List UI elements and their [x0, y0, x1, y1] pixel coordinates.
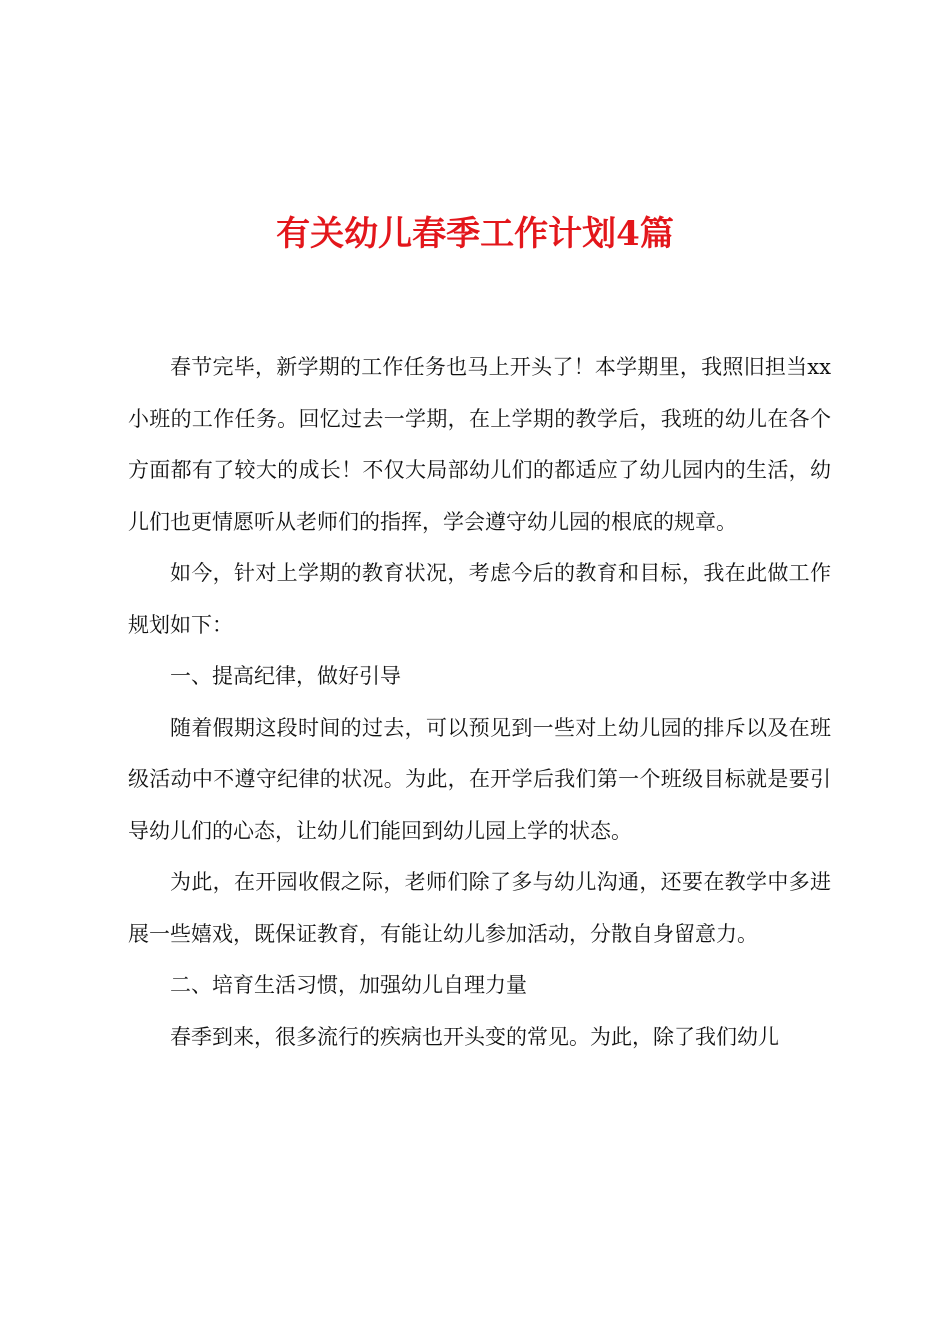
section-heading-habits: 二、培育生活习惯，加强幼儿自理力量: [170, 973, 527, 997]
paragraph-intro: 春节完毕，新学期的工作任务也马上开头了！本学期里，我照旧担当xx小班的工作任务。回忆过去一学期，在上学期的教学后，我班的幼儿在各个方面都有了较大的成长！不仅大局部幼儿们的都适应了幼儿园内的生活，幼儿们也更情愿听从老师们的指挥，学会遵守幼儿园的根底的规章。: [128, 355, 831, 534]
document-body: [128, 342, 831, 1063]
document-title: 有关幼儿春季工作计划4篇: [276, 214, 674, 254]
paragraph-spring-health: 春季到来，很多流行的疾病也开头变的常见。为此，除了我们幼儿: [170, 1024, 779, 1049]
paragraph-plan-lead: 如今，针对上学期的教育状况，考虑今后的教育和目标，我在此做工作规划如下：: [128, 561, 831, 637]
section-heading-discipline: 一、提高纪律，做好引导: [170, 664, 401, 688]
paragraph-games: 为此，在开园收假之际，老师们除了多与幼儿沟通，还要在教学中多进展一些嬉戏，既保证教育，有能让幼儿参加活动，分散自身留意力。: [128, 870, 831, 946]
paragraph-discipline: 随着假期这段时间的过去，可以预见到一些对上幼儿园的排斥以及在班级活动中不遵守纪律的状况。为此，在开学后我们第一个班级目标就是要引导幼儿们的心态，让幼儿们能回到幼儿园上学的状态。: [128, 715, 831, 843]
